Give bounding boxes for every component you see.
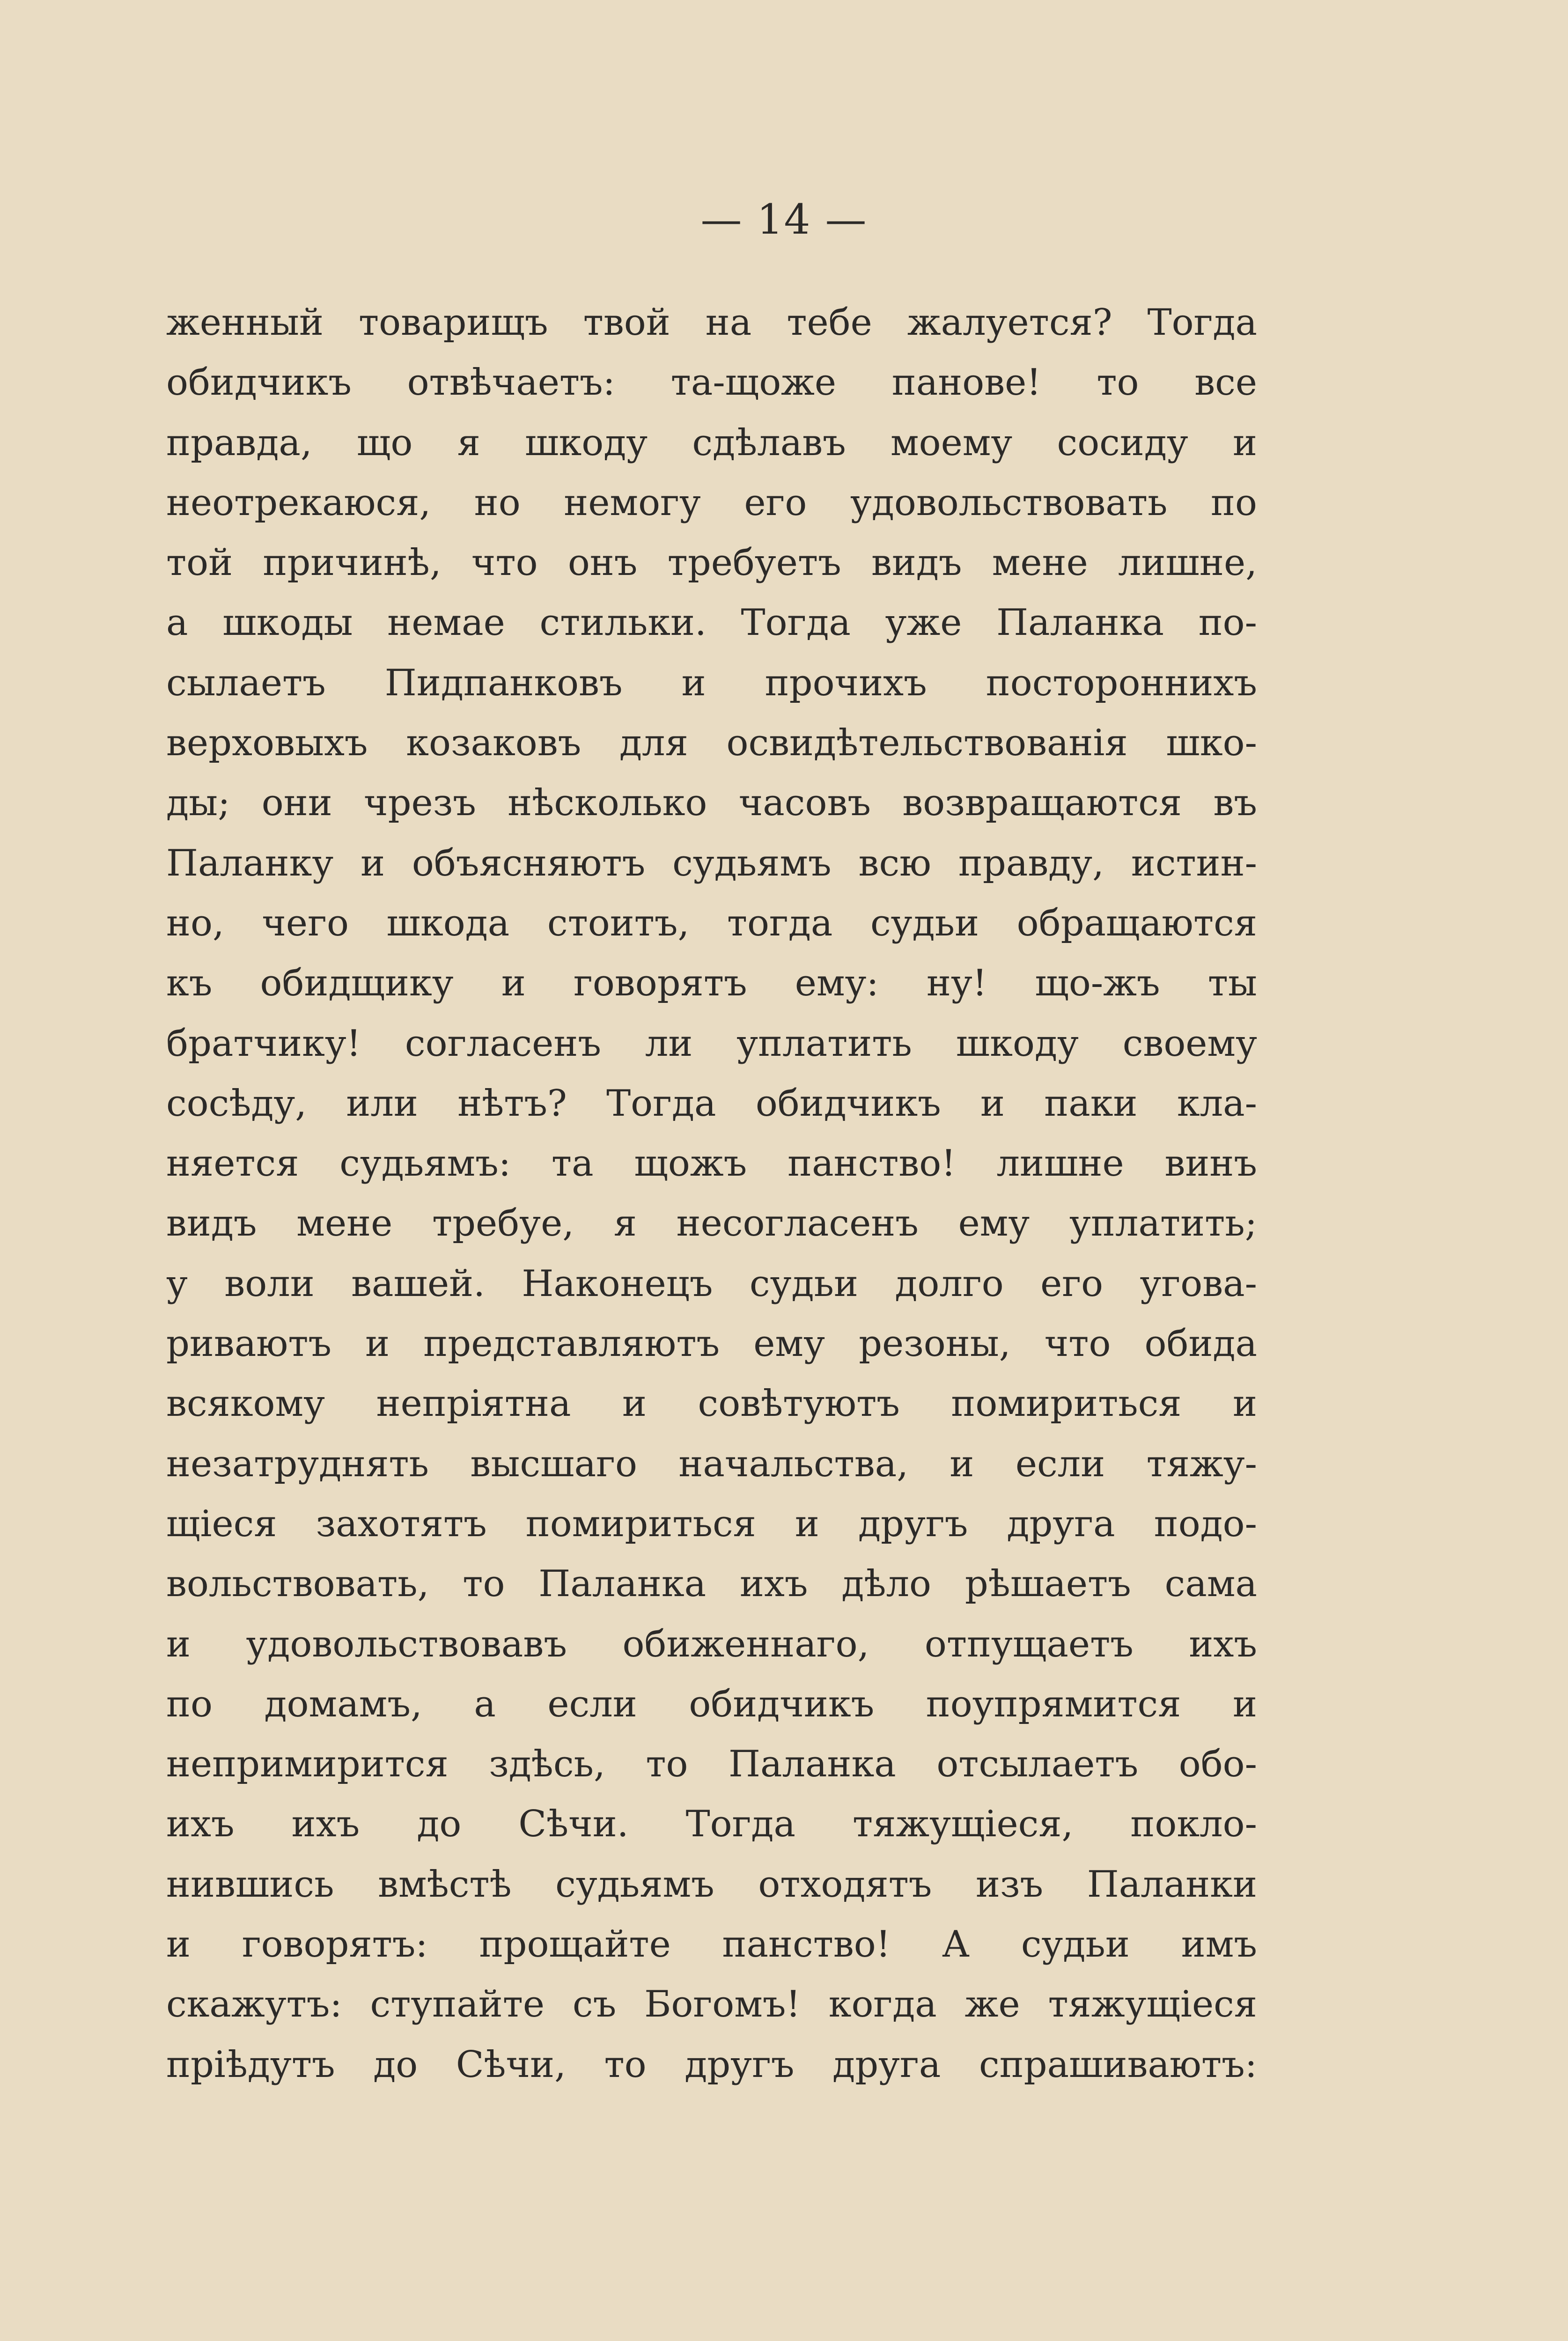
text-line: пріѣдутъ до Сѣчи, то другъ друга спрашиваютъ: — [166, 2043, 1257, 2086]
text-line: непримирится здѣсь, то Паланка отсылаетъ обо- — [166, 1743, 1257, 1786]
text-line: нившись вмѣстѣ судьямъ отходятъ изъ Паланки — [166, 1863, 1257, 1906]
text-line: къ обидщику и говорятъ ему: ну! що-жъ ты — [166, 962, 1257, 1005]
text-line: братчику! согласенъ ли уплатить шкоду своему — [166, 1022, 1257, 1065]
body-text — [166, 293, 1257, 2095]
text-line: ихъ ихъ до Сѣчи. Тогда тяжущіеся, покло- — [166, 1803, 1257, 1846]
text-line: и удовольствовавъ обиженнаго, отпущаетъ ихъ — [166, 1623, 1257, 1665]
text-line: скажутъ: ступайте съ Богомъ! когда же тяжущіеся — [166, 1983, 1257, 2026]
text-line: сылаетъ Пидпанковъ и прочихъ постороннихъ — [166, 662, 1257, 704]
text-line: а шкоды немае стильки. Тогда уже Паланка по- — [166, 602, 1257, 644]
text-line: щіеся захотятъ помириться и другъ друга подо- — [166, 1502, 1257, 1545]
text-line: всякому непріятна и совѣтуютъ помириться и — [166, 1383, 1257, 1425]
text-line: Паланку и объясняютъ судьямъ всю правду, истин- — [166, 842, 1257, 884]
text-line: неотрекаюся, но немогу его удовольствовать по — [166, 481, 1257, 524]
text-line: той причинѣ, что онъ требуетъ видъ мене лишне, — [166, 542, 1257, 584]
text-line: видъ мене требуе, я несогласенъ ему уплатить; — [166, 1202, 1257, 1245]
page-number: — 14 — — [700, 195, 868, 243]
text-line: сосѣду, или нѣтъ? Тогда обидчикъ и паки кла- — [166, 1082, 1257, 1125]
text-line: у воли вашей. Наконецъ судьи долго его угова- — [166, 1262, 1257, 1305]
text-line: верховыхъ козаковъ для освидѣтельствованія шко- — [166, 722, 1257, 765]
text-line: но, чего шкода стоитъ, тогда судьи обращаются — [166, 902, 1257, 944]
text-line: вольствовать, то Паланка ихъ дѣло рѣшаетъ сама — [166, 1563, 1257, 1605]
text-line: и говорятъ: прощайте панство! А судьи имъ — [166, 1923, 1257, 1966]
text-line: незатруднять высшаго начальства, и если тяжу- — [166, 1443, 1257, 1485]
text-line: женный товарищъ твой на тебе жалуется? Тогда — [166, 302, 1257, 344]
text-line: правда, що я шкоду сдѣлавъ моему сосиду и — [166, 421, 1257, 464]
text-line: риваютъ и представляютъ ему резоны, что обида — [166, 1323, 1257, 1365]
text-line: по домамъ, а если обидчикъ поупрямится и — [166, 1683, 1257, 1725]
text-line: ды; они чрезъ нѣсколько часовъ возвращаются въ — [166, 782, 1257, 825]
text-line: обидчикъ отвѣчаетъ: та-щоже панове! то все — [166, 361, 1257, 404]
text-line: няется судьямъ: та щожъ панство! лишне винъ — [166, 1142, 1257, 1185]
